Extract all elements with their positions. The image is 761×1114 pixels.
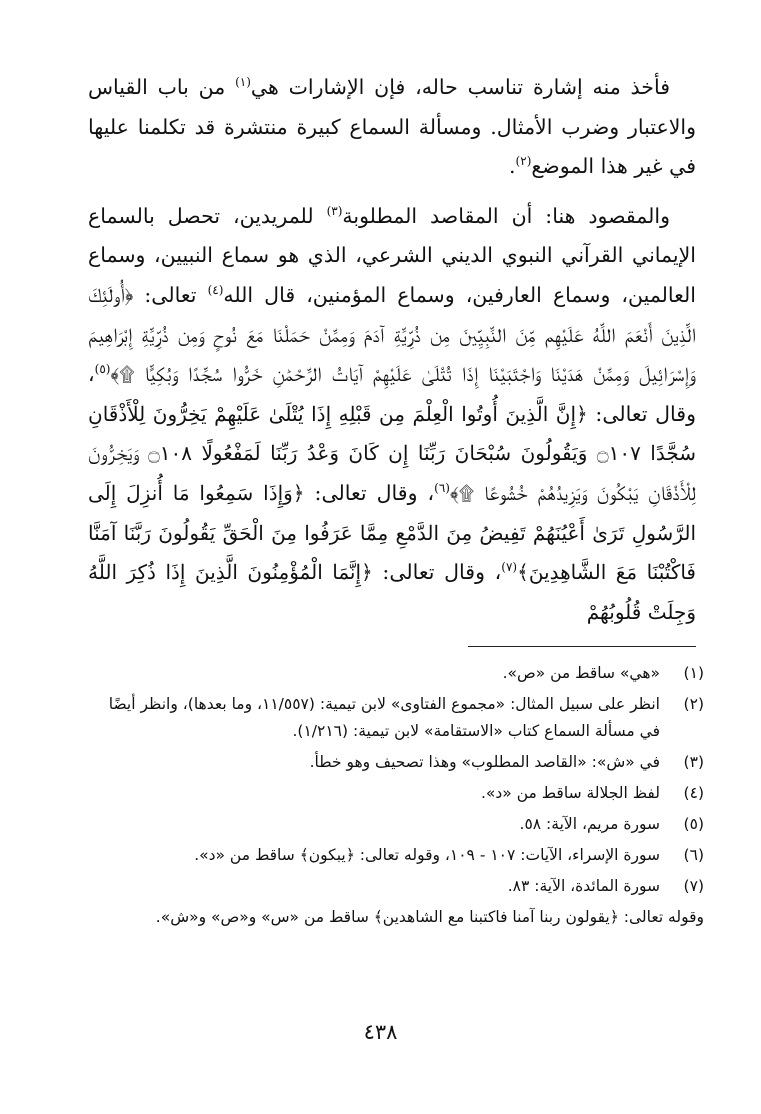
footnote-ref-2: (٢) [515,154,532,169]
footnote-text: انظر على سبيل المثال: «مجموع الفتاوى» لابن تيمية: (١١/٥٥٧، وما بعدها)، وانظر أيضًا في مسألة السماع كتاب «الاستقامة» لابن تيمية: (١/٢١٦). [108,695,660,740]
footnote-3 [92,749,704,776]
footnote-number: (١) [683,664,704,682]
footnote-text: سورة الإسراء، الآيات: ١٠٧ - ١٠٩، وقوله تعالى: ﴿يبكون﴾ ساقط من «د». [194,845,660,864]
footnote-1 [92,660,704,687]
quran-verse-3: ﴿وَإِذَا سَمِعُوا مَا أُنزِلَ إِلَى الرَّسُولِ تَرَىٰ أَعْيُنَهُمْ تَفِيضُ مِنَ الدَّمْعِ مِمَّا عَرَفُوا مِنَ الْحَقِّ يَقُولُونَ رَبَّنَا آمَنَّا فَاكْتُبْنَا مَعَ الشَّاهِدِينَ﴾ [88,480,696,585]
text-run: والمقصود هنا: أن المقاصد المطلوبة [342,203,670,228]
footnote-number: (٢) [683,695,704,713]
page-number: ٤٣٨ [363,1020,398,1044]
text-run: فأخذ منه إشارة تناسب حاله، فإن الإشارات هي [250,75,670,99]
footnote-continuation: وقوله تعالى: ﴿يقولون ربنا آمنا فاكتبنا مع الشاهدين﴾ ساقط من «س» و«ص» و«ش». [155,907,704,926]
text-run: للمريدين، تحصل بالسماع الإيماني القرآني النبوي الديني الشرعي، الذي هو سماع النبيين، وسماع العالمين، وسماع العارفين، وسماع المؤمنين، قال الله [88,203,697,307]
quran-verse-4: ﴿إِنَّمَا الْمُؤْمِنُونَ الَّذِينَ إِذَا ذُكِرَ اللَّهُ وَجِلَتْ قُلُوبُهُمْ [88,560,696,624]
footnote-number: (٤) [683,783,704,802]
footnote-7 [92,873,704,900]
footnote-ref-7: (٧) [501,560,518,575]
footnote-2 [92,691,704,744]
footnote-text: «هي» ساقط من «ص». [502,664,660,682]
text-run: . [509,154,516,179]
paragraph-2 [88,197,696,633]
main-text [88,68,696,632]
paragraph-1 [88,68,696,187]
footnote-number: (٦) [683,845,704,864]
footnote-5 [92,811,704,838]
quran-verse-1: ﴿أُولَئِكَ الَّذِينَ أَنْعَمَ اللَّهُ عَلَيْهِم مِّنَ النَّبِيِّينَ مِن ذُرِّيَّةِ آدَمَ وَمِمَّنْ حَمَلْنَا مَعَ نُوحٍ وَمِن ذُرِّيَّةِ إِبْرَاهِيمَ وَإِسْرَائِيلَ وَمِمَّنْ هَدَيْنَا وَاجْتَبَيْنَا إِذَا تُتْلَىٰ عَلَيْهِمْ آيَاتُ الرَّحْمَٰنِ خَرُّوا سُجَّدًا وَبُكِيًّا ۩﴾ [88,282,696,387]
footnote-number: (٥) [683,814,704,833]
footnote-text: في «ش»: «القاصد المطلوب» وهذا تصحيف وهو خطأ. [309,752,660,771]
footnote-4 [92,780,704,807]
footnote-ref-4: (٤) [207,283,224,298]
footnote-6 [92,842,704,869]
text-run: ، وقال تعالى: [88,362,696,426]
footnote-ref-1: (١) [235,75,251,90]
footnote-text: سورة مريم، الآية: ٥٨. [519,814,660,833]
footnote-text: لفظ الجلالة ساقط من «د». [480,783,660,802]
text-run: ، وقال تعالى: [304,480,435,505]
footnote-text: سورة المائدة، الآية: ٨٣. [507,876,660,895]
footnote-divider [468,646,696,647]
text-run: تعالى: [133,282,208,307]
footnote-number: (٧) [683,876,704,895]
footnote-ref-5: (٥) [94,362,111,377]
footnote-number: (٣) [683,752,704,771]
footnote-ref-3: (٣) [326,203,343,218]
quran-verse-2: ﴿إِنَّ الَّذِينَ أُوتُوا الْعِلْمَ مِن قَبْلِهِ إِذَا يُتْلَىٰ عَلَيْهِمْ يَخِرُّونَ لِلْأَذْقَانِ سُجَّدًا ۝١٠٧ وَيَقُولُونَ سُبْحَانَ رَبِّنَا إِن كَانَ وَعْدُ رَبِّنَا لَمَفْعُولًا ۝١٠٨ وَيَخِرُّونَ لِلْأَذْقَانِ يَبْكُونَ وَيَزِيدُهُمْ خُشُوعًا ۩﴾ [88,401,696,505]
footnotes [92,660,704,934]
text-run: من باب القياس والاعتبار وضرب الأمثال. ومسألة السماع كبيرة منتشرة قد تكلمنا عليها في غير هذا الموضع [88,75,696,179]
footnote-ref-6: (٦) [434,481,450,496]
text-run: ، وقال تعالى: [372,560,502,585]
